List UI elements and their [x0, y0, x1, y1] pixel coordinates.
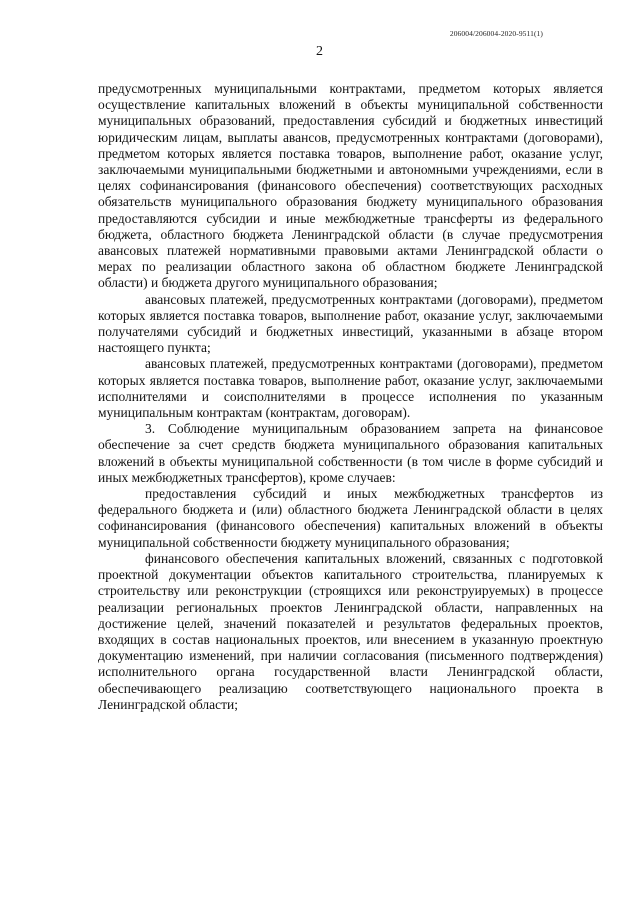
paragraph: 3. Соблюдение муниципальным образованием запрета на финансовое обеспечение за счет средств бюджета муниципального образования капитальных вложений в объекты муниципальной собственности (в том числе в форме субсидий и иных межбюджетных трансфертов), кроме случаев: [98, 421, 603, 485]
paragraph: авансовых платежей, предусмотренных контрактами (договорами), предметом которых является поставка товаров, выполнение работ, оказание услуг, заключаемыми исполнителями и соисполнителями в процессе исполнения по указанным муниципальным контрактам (контрактам, договорам). [98, 356, 603, 421]
paragraph: финансового обеспечения капитальных вложений, связанных с подготовкой проектной документации объектов капитального строительства, планируемых к строительству или реконструкции (строящихся или реконструируемых) в процессе реализации региональных проектов Ленинградской области, направленных на достижение целей, значений показателей и результатов федеральных проектов, входящих в состав национальных проектов, или внесением в указанную проектную документацию изменений, при наличии согласования (письменного подтверждения) исполнительного органа государственной власти Ленинградской области, обеспечивающего реализацию соответствующего национального проекта в Ленинградской области; [98, 550, 603, 712]
document-id: 206004/206004-2020-9511(1) [449, 29, 543, 38]
paragraph: предусмотренных муниципальными контрактами, предметом которых является осуществление капитальных вложений в объекты муниципальной собственности муниципальных образований, предоставления субсидий и бюджетных инвестиций юридическим лицам, выплаты авансов, предусмотренных контрактами (договорами), предметом которых является поставка товаров, выполнение работ, оказание услуг, заключаемыми муниципальными бюджетными и автономными учреждениями, если в целях софинансирования (финансового обеспечения) соответствующих расходных обязательств муниципального образования бюджету муниципального образования предоставляются субсидии и иные межбюджетные трансферты из федерального бюджета, областного бюджета Ленинградской области (в случае предусмотрения авансовых платежей нормативными правовыми актами Ленинградской области о мерах по реализации областного закона об областном бюджете Ленинградской области) и бюджета другого муниципального образования; [98, 81, 603, 291]
document-body [98, 81, 603, 713]
paragraph: предоставления субсидий и иных межбюджетных трансфертов из федерального бюджета и (или) областного бюджета Ленинградской области в целях софинансирования (финансового обеспечения) капитальных вложений в объекты муниципальной собственности бюджету муниципального образования; [98, 486, 603, 550]
paragraph: авансовых платежей, предусмотренных контрактами (договорами), предметом которых является поставка товаров, выполнение работ, оказание услуг, заключаемыми получателями субсидий и бюджетных инвестиций, указанными в абзаце втором настоящего пункта; [98, 291, 603, 356]
page-number: 2 [316, 44, 323, 59]
